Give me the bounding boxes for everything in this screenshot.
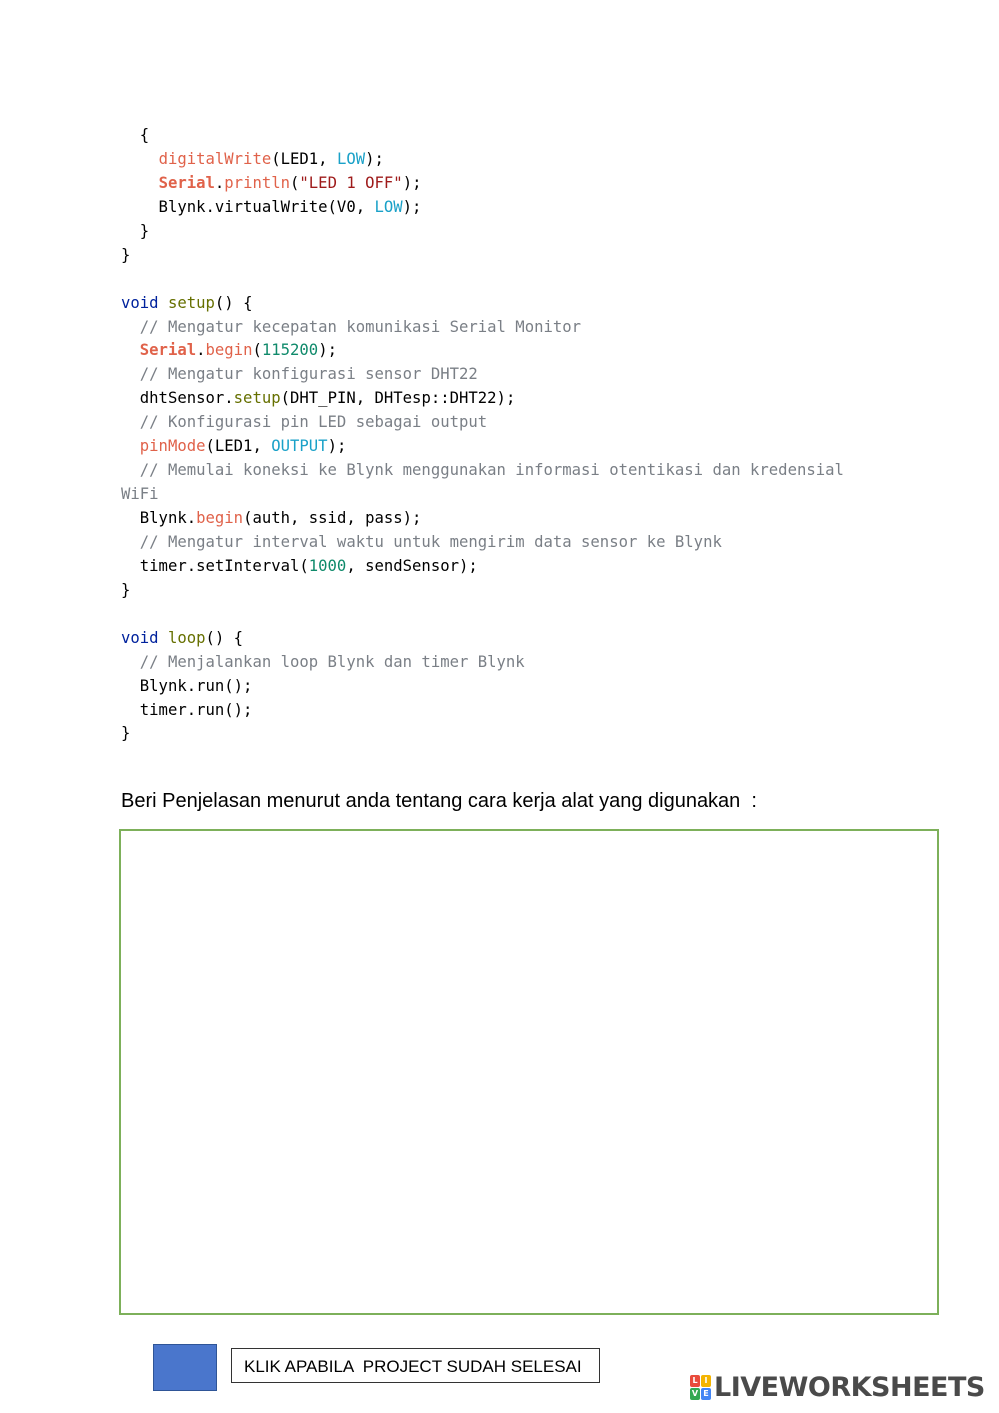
code-token: ); bbox=[402, 197, 422, 216]
code-token: . bbox=[196, 341, 206, 360]
code-token: digitalWrite bbox=[158, 149, 272, 168]
code-token: , sendSensor); bbox=[346, 556, 478, 575]
code-token: ); bbox=[318, 341, 337, 360]
code-line bbox=[121, 722, 844, 746]
code-token bbox=[159, 629, 168, 647]
liveworksheets-icon bbox=[690, 1375, 712, 1401]
code-token: (LED1, bbox=[205, 437, 272, 456]
code-token bbox=[121, 174, 159, 192]
code-line bbox=[121, 459, 844, 483]
code-line bbox=[121, 651, 844, 675]
code-token: Blynk.run(); bbox=[121, 676, 253, 695]
code-line bbox=[121, 363, 844, 387]
code-token: timer.run(); bbox=[121, 700, 253, 719]
code-line bbox=[121, 435, 844, 459]
code-token: } bbox=[121, 580, 131, 599]
code-token: void bbox=[121, 628, 159, 647]
code-token: (LED1, bbox=[271, 149, 337, 168]
code-token: (DHT_PIN, DHTesp::DHT22); bbox=[280, 389, 516, 408]
code-token: Blynk. bbox=[121, 509, 197, 527]
code-token: setup bbox=[167, 293, 215, 312]
code-token: // Mengatur konfigurasi sensor DHT22 bbox=[139, 365, 478, 384]
code-line bbox=[121, 220, 844, 244]
code-token: . bbox=[214, 173, 225, 192]
code-token: 115200 bbox=[261, 341, 319, 360]
code-line bbox=[121, 531, 844, 555]
code-token bbox=[159, 294, 168, 312]
code-token: setup bbox=[233, 389, 281, 408]
code-token: ); bbox=[402, 173, 422, 192]
code-token: // Menjalankan loop Blynk dan timer Blynk bbox=[139, 652, 525, 671]
code-token: Blynk.virtualWrite(V0, bbox=[121, 197, 375, 216]
code-token: } bbox=[121, 245, 131, 264]
code-line bbox=[121, 483, 844, 507]
code-line bbox=[121, 268, 844, 292]
code-token: LOW bbox=[336, 149, 366, 168]
code-line bbox=[121, 699, 844, 723]
code-line bbox=[121, 124, 844, 148]
code-line bbox=[121, 411, 844, 435]
code-token bbox=[121, 413, 140, 431]
code-line bbox=[121, 196, 844, 220]
question-text: Beri Penjelasan menurut anda tentang cara kerja alat yang digunakan : bbox=[121, 790, 757, 812]
code-line bbox=[121, 387, 844, 411]
code-token: dhtSensor. bbox=[121, 389, 234, 408]
code-token: pinMode bbox=[139, 437, 206, 456]
code-line bbox=[121, 603, 844, 627]
code-token: { bbox=[121, 126, 150, 144]
liveworksheets-logo bbox=[690, 1372, 985, 1403]
answer-box[interactable] bbox=[119, 829, 939, 1315]
finish-label: KLIK APABILA PROJECT SUDAH SELESAI bbox=[231, 1348, 600, 1383]
code-token: // Mengatur kecepatan komunikasi Serial Monitor bbox=[139, 317, 582, 336]
code-token: begin bbox=[205, 341, 253, 360]
code-line bbox=[121, 148, 844, 172]
brand-text: LIVEWORKSHEETS bbox=[714, 1372, 985, 1403]
code-token: ); bbox=[327, 437, 347, 456]
logo-letter-i: I bbox=[701, 1375, 711, 1387]
code-line bbox=[121, 627, 844, 651]
code-token: // Mengatur interval waktu untuk mengirim data sensor ke Blynk bbox=[139, 532, 722, 551]
code-block bbox=[121, 124, 844, 746]
code-token: // Konfigurasi pin LED sebagai output bbox=[139, 413, 488, 432]
code-token: 1000 bbox=[308, 556, 347, 575]
code-token: () { bbox=[205, 628, 244, 647]
code-token: LOW bbox=[374, 197, 403, 216]
code-token: } bbox=[121, 221, 150, 240]
code-token: (auth, ssid, pass); bbox=[243, 509, 422, 527]
code-token bbox=[121, 461, 140, 479]
logo-letter-e: E bbox=[701, 1388, 711, 1400]
code-token: } bbox=[121, 724, 131, 743]
code-token bbox=[121, 150, 159, 168]
code-token: begin bbox=[196, 509, 244, 527]
code-line bbox=[121, 292, 844, 316]
code-token: OUTPUT bbox=[271, 437, 328, 456]
code-token: () { bbox=[214, 293, 253, 312]
code-token: void bbox=[121, 293, 159, 312]
code-line bbox=[121, 675, 844, 699]
code-token: timer.setInterval( bbox=[121, 556, 309, 575]
code-line bbox=[121, 507, 844, 531]
code-token: println bbox=[224, 173, 291, 192]
code-token: "LED 1 OFF" bbox=[299, 173, 403, 192]
code-line bbox=[121, 339, 844, 363]
logo-letter-v: V bbox=[691, 1388, 699, 1398]
code-token: ( bbox=[252, 341, 262, 360]
code-line bbox=[121, 244, 844, 268]
code-token: loop bbox=[167, 628, 206, 647]
code-line bbox=[121, 172, 844, 196]
logo-letter-l: L bbox=[690, 1375, 700, 1387]
code-token bbox=[121, 365, 140, 383]
code-token: WiFi bbox=[121, 485, 159, 504]
code-line bbox=[121, 555, 844, 579]
code-token bbox=[121, 318, 140, 336]
code-token bbox=[121, 437, 140, 455]
code-token: Serial bbox=[158, 173, 215, 192]
code-token: // Memulai koneksi ke Blynk menggunakan informasi otentikasi dan kredensial bbox=[139, 461, 844, 480]
code-token bbox=[121, 653, 140, 671]
code-token bbox=[121, 341, 140, 359]
code-token: Serial bbox=[139, 341, 197, 360]
code-line bbox=[121, 316, 844, 340]
code-token bbox=[121, 533, 140, 551]
code-line bbox=[121, 579, 844, 603]
finish-button[interactable] bbox=[153, 1344, 217, 1391]
code-token: ( bbox=[290, 173, 300, 192]
code-token: ); bbox=[365, 149, 384, 168]
